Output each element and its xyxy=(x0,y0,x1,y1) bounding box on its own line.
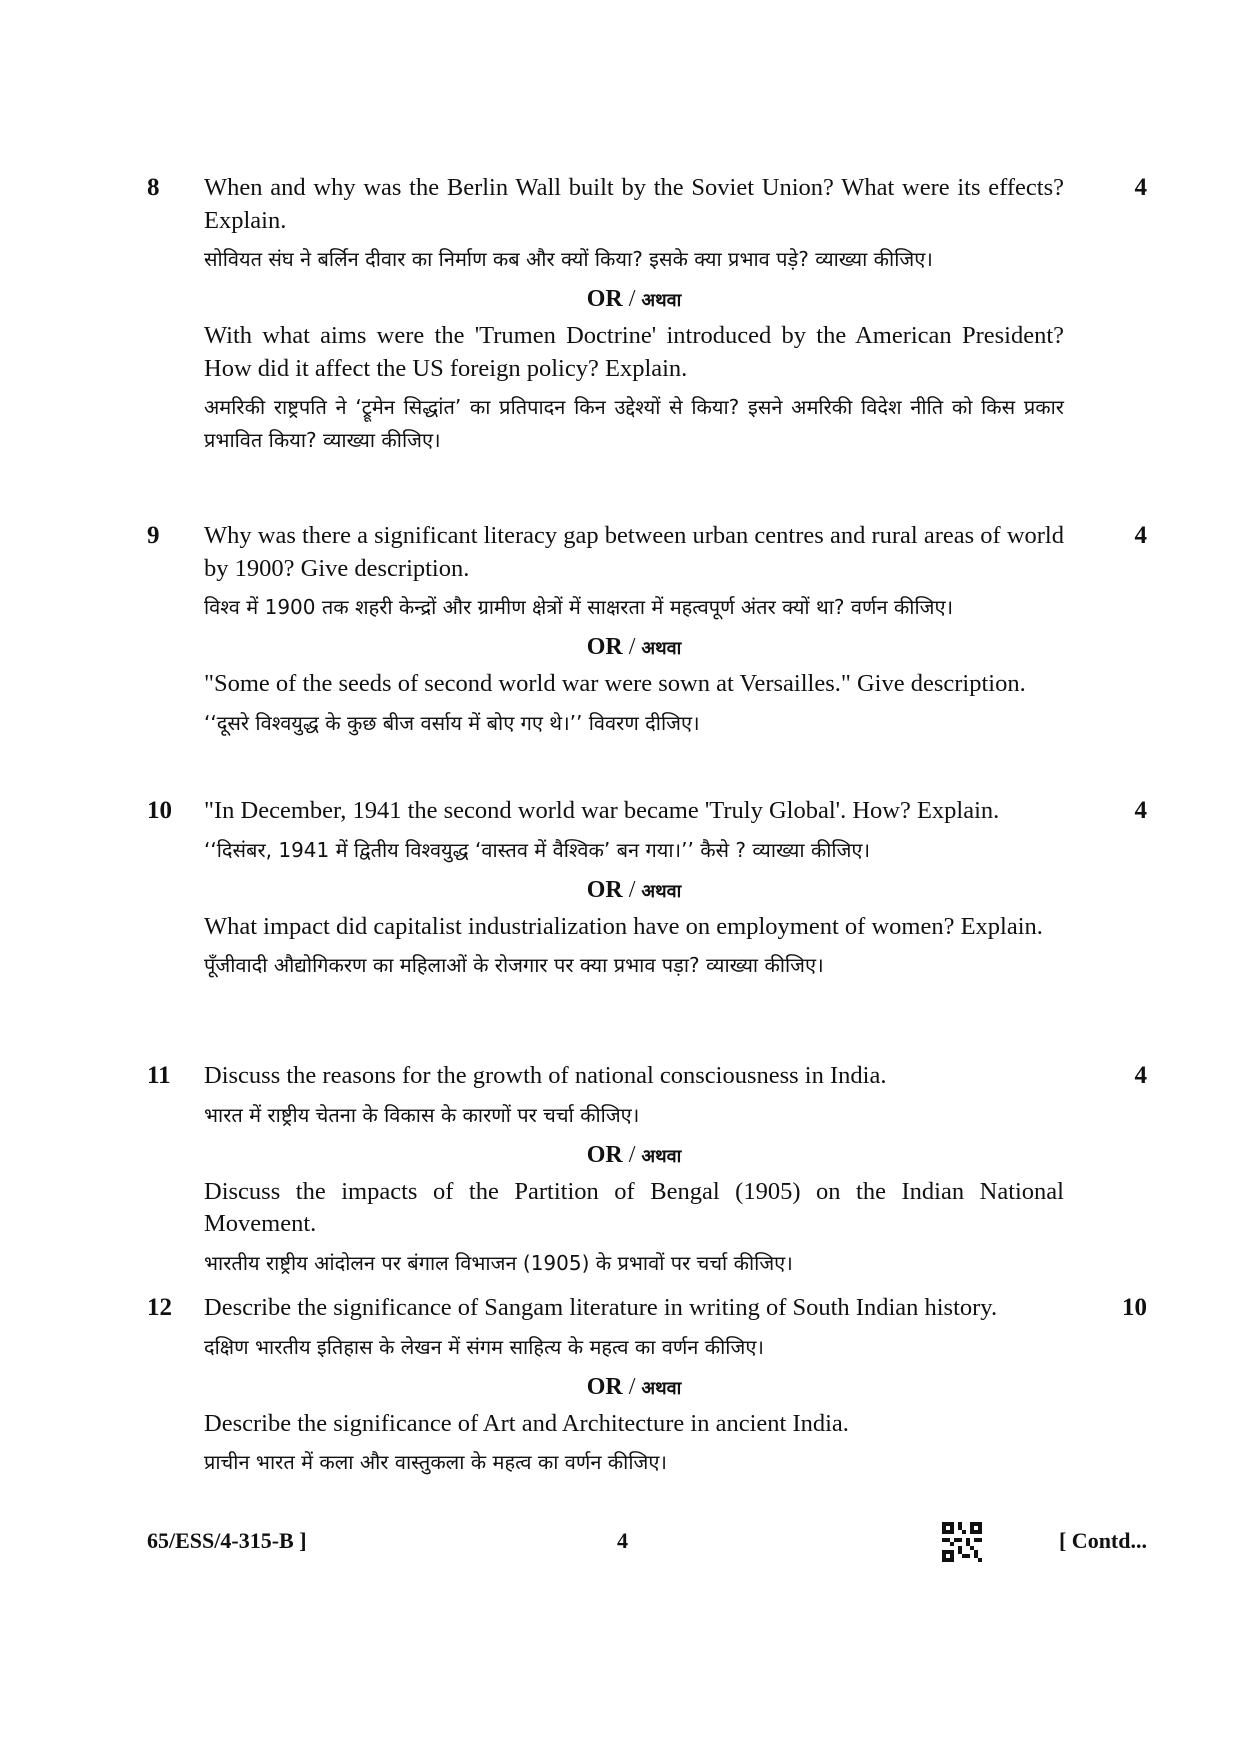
question-text-english: "In December, 1941 the second world war became 'Truly Global'. How? Explain. xyxy=(204,797,1000,824)
question-text-english: Why was there a significant literacy gap between urban centres and rural areas of world by 1900? Give description. xyxy=(204,522,1064,582)
page-number: 4 xyxy=(617,1528,628,1553)
continued-label: [ Contd... xyxy=(1058,1528,1147,1553)
alternative-text-english: With what aims were the 'Trumen Doctrine' introduced by the American President? How did it affect the US foreign policy? Explain. xyxy=(204,322,1064,382)
question-marks: 4 xyxy=(1134,1062,1147,1089)
question-text-hindi: विश्व में 1900 तक शहरी केन्द्रों और ग्रामीण क्षेत्रों में साक्षरता में महत्वपूर्ण अंतर क्यों था? वर्णन कीजिए। xyxy=(204,595,954,619)
question-text-hindi: भारत में राष्ट्रीय चेतना के विकास के कारणों पर चर्चा कीजिए। xyxy=(204,1102,640,1127)
question-marks: 4 xyxy=(1134,522,1147,549)
question-marks: 10 xyxy=(1122,1294,1147,1321)
question-number: 9 xyxy=(147,522,160,549)
question-marks: 4 xyxy=(1134,174,1147,201)
page-footer xyxy=(147,1528,1147,1568)
alternative-text-english: Discuss the impacts of the Partition of Bengal (1905) on the Indian National Movement. xyxy=(204,1177,1064,1237)
question-text-english: Discuss the reasons for the growth of national consciousness in India. xyxy=(204,1062,887,1089)
alternative-text-hindi: प्राचीन भारत में कला और वास्तुकला के महत्व का वर्णन कीजिए। xyxy=(204,1450,667,1474)
question-number: 11 xyxy=(147,1062,171,1089)
question-number: 10 xyxy=(147,797,172,824)
paper-code: 65/ESS/4-315-B ] xyxy=(147,1528,307,1553)
question-number: 8 xyxy=(147,174,160,201)
question-body xyxy=(204,172,1064,457)
alternative-text-english: What impact did capitalist industrialization have on employment of women? Explain. xyxy=(204,912,1043,940)
alternative-text-hindi: ‘‘दूसरे विश्वयुद्ध के कुछ बीज वर्साय में बोए गए थे।’’ विवरण दीजिए। xyxy=(204,710,700,735)
alternative-text-hindi: अमरिकी राष्ट्रपति ने ‘ट्रूमेन सिद्धांत’ का प्रतिपादन किन उद्देश्यों से किया? इसने अमरिकी विदेश नीति को किस प्रकार प्रभावित किया? व्याख्या कीजिए। xyxy=(204,395,1064,452)
alternative-text-english: "Some of the seeds of second world war were sown at Versailles." Give description. xyxy=(204,670,1026,697)
or-separator: OR / अथवा xyxy=(586,286,682,312)
question-body xyxy=(204,1292,1064,1479)
question-body xyxy=(204,520,1064,740)
question-number: 12 xyxy=(147,1294,172,1321)
qr-code-icon xyxy=(942,1522,982,1562)
or-separator: OR / अथवा xyxy=(586,1373,682,1400)
question-marks: 4 xyxy=(1134,797,1147,824)
question-text-hindi: दक्षिण भारतीय इतिहास के लेखन में संगम साहित्य के महत्व का वर्णन कीजिए। xyxy=(204,1334,764,1359)
question-body xyxy=(204,1060,1064,1280)
question-text-english: Describe the significance of Sangam literature in writing of South Indian history. xyxy=(204,1294,998,1321)
question-body xyxy=(204,795,1064,982)
question-text-hindi: सोवियत संघ ने बर्लिन दीवार का निर्माण कब और क्यों किया? इसके क्या प्रभाव पड़े? व्याख्या कीजिए। xyxy=(204,247,933,271)
or-separator: OR / अथवा xyxy=(586,634,682,660)
alternative-text-hindi: पूँजीवादी औद्योगिकरण का महिलाओं के रोजगार पर क्या प्रभाव पड़ा? व्याख्या कीजिए। xyxy=(204,953,824,977)
or-separator: OR / अथवा xyxy=(586,876,682,903)
question-text-hindi: ‘‘दिसंबर, 1941 में द्वितीय विश्वयुद्ध ‘वास्तव में वैश्विक’ बन गया।’’ कैसे ? व्याख्या कीजिए। xyxy=(204,837,871,862)
alternative-text-hindi: भारतीय राष्ट्रीय आंदोलन पर बंगाल विभाजन (1905) के प्रभावों पर चर्चा कीजिए। xyxy=(204,1250,793,1275)
or-separator: OR / अथवा xyxy=(586,1141,682,1168)
question-text-english: When and why was the Berlin Wall built by the Soviet Union? What were its effects? Explain. xyxy=(204,174,1064,234)
alternative-text-english: Describe the significance of Art and Architecture in ancient India. xyxy=(204,1409,849,1437)
